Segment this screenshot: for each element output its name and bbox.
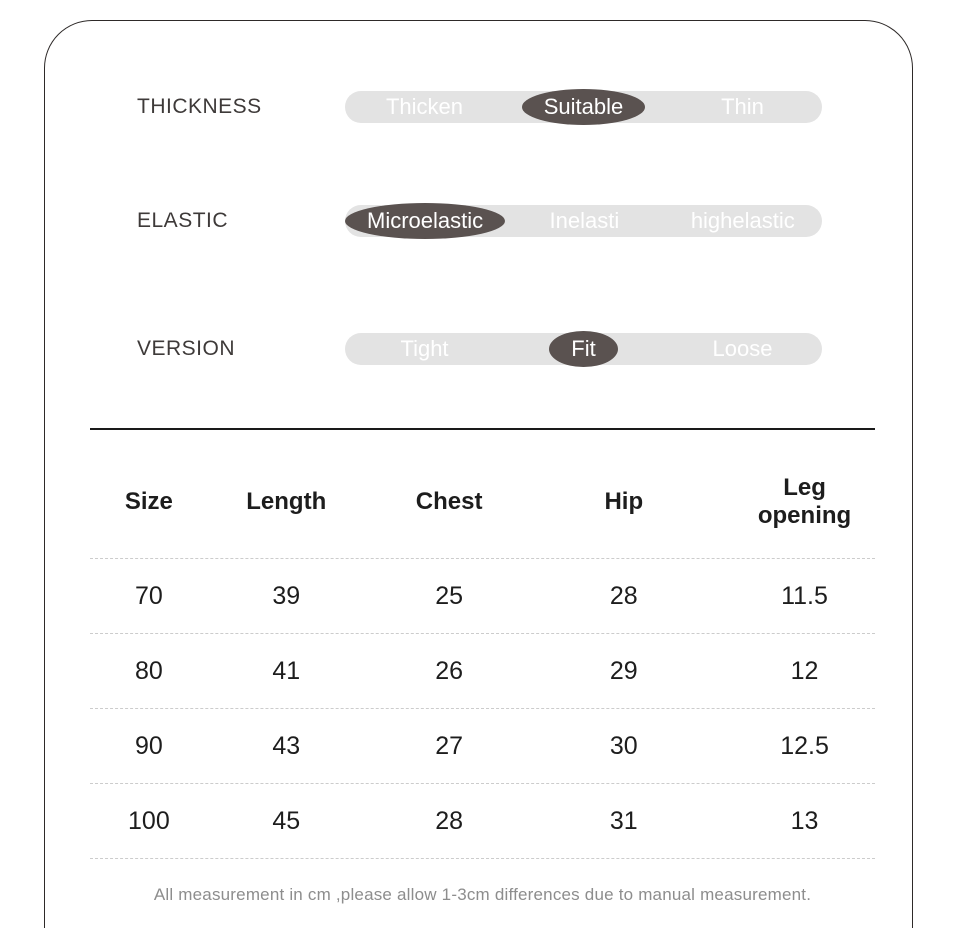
option-loose [663,333,822,365]
cell-chest: 28 [435,806,464,835]
thickness-options-pill [345,91,822,123]
option-inelasti [505,205,663,237]
cell-hip: 31 [609,806,638,835]
option-thin [663,91,822,123]
table-row-size-90 [90,709,875,784]
option-label: Loose [712,336,773,361]
cell-chest: 25 [435,581,464,610]
cell-size: 80 [134,656,163,685]
cell-hip: 28 [609,581,638,610]
cell-leg-opening: 12 [790,656,819,685]
cell-length: 43 [272,731,301,760]
table-row-size-70 [90,559,875,634]
option-label: Thicken [385,94,464,119]
cell-length: 39 [272,581,301,610]
selected-marker-ellipse: Suitable [522,89,646,125]
cell-hip: 29 [609,656,638,685]
attribute-row-elastic [137,199,822,243]
selected-marker-ellipse: Fit [549,331,617,367]
attribute-row-thickness [137,85,822,129]
selected-marker-ellipse: Microelastic [345,203,505,239]
cell-hip: 30 [609,731,638,760]
cell-leg-opening: 12.5 [780,731,829,760]
attribute-label-thickness: THICKNESS [137,95,262,118]
option-label: Tight [400,336,449,361]
option-label: highelastic [690,208,795,233]
cell-chest: 26 [435,656,464,685]
column-header-chest: Chest [415,488,483,515]
column-header-hip: Hip [604,488,644,515]
attribute-label-elastic: ELASTIC [137,209,229,232]
size-chart-table [90,428,875,928]
option-microelastic-selected [345,203,505,239]
cell-length: 41 [272,656,301,685]
option-tight [345,333,504,365]
elastic-options-pill [345,205,822,237]
measurement-note: All measurement in cm ,please allow 1-3cm differences due to manual measurement. [153,885,812,904]
table-header-row [90,430,875,559]
attribute-row-version [137,327,822,371]
table-row-size-100 [90,784,875,859]
option-highelastic [664,205,822,237]
option-label: Thin [721,94,764,119]
cell-size: 100 [128,806,170,835]
column-header-leg-opening: Leg opening [757,474,852,529]
version-options-pill [345,333,822,365]
option-fit-selected [504,331,663,367]
cell-chest: 27 [435,731,464,760]
table-row-size-80 [90,634,875,709]
option-suitable-selected [504,89,663,125]
cell-size: 70 [134,581,163,610]
cell-leg-opening: 13 [790,806,819,835]
cell-length: 45 [272,806,301,835]
option-thicken [345,91,504,123]
option-label: Inelasti [549,208,620,233]
cell-leg-opening: 11.5 [781,581,828,610]
cell-size: 90 [134,731,163,760]
column-header-length: Length [246,488,327,515]
column-header-size: Size [124,488,173,515]
attribute-label-version: VERSION [137,337,236,360]
